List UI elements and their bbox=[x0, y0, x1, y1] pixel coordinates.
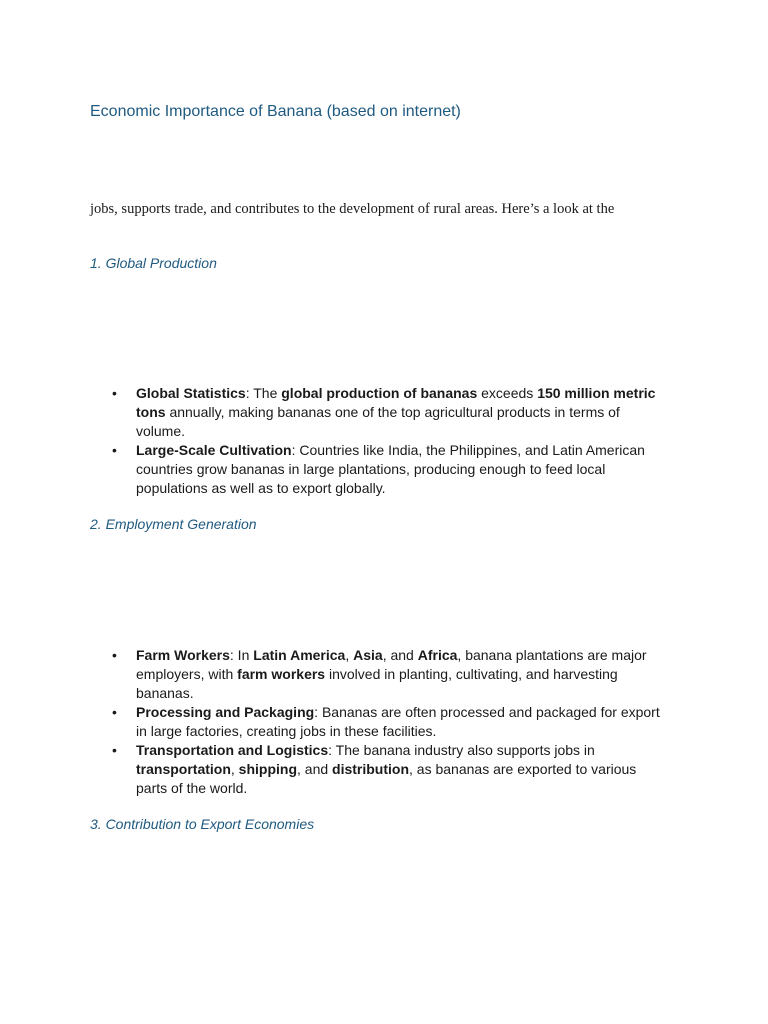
bullet-icon: • bbox=[112, 647, 117, 663]
bullet-icon: • bbox=[112, 742, 117, 758]
item-label: Farm Workers bbox=[136, 647, 230, 663]
global-production-list bbox=[108, 384, 668, 498]
employment-generation-list bbox=[108, 646, 668, 798]
list-item: • Farm Workers: In Latin America, Asia, and Africa, banana plantations are major employers, with farm workers involved in planting, cultivating, and harvesting bananas. bbox=[112, 647, 647, 701]
bullet-icon: • bbox=[112, 704, 117, 720]
item-label: Large-Scale Cultivation bbox=[136, 442, 292, 458]
bullet-icon: • bbox=[112, 442, 117, 458]
item-label: Transportation and Logistics bbox=[136, 742, 329, 758]
section-heading-employment-generation: 2. Employment Generation bbox=[90, 516, 257, 532]
section-heading-global-production: 1. Global Production bbox=[90, 255, 217, 271]
item-label: Processing and Packaging bbox=[136, 704, 315, 720]
section-heading-export-economies: 3. Contribution to Export Economies bbox=[90, 816, 315, 832]
intro-paragraph: jobs, supports trade, and contributes to the development of rural areas. Here’s a look at the bbox=[90, 201, 615, 217]
list-item: • Global Statistics: The global production of bananas exceeds 150 million metric tons annually, making bananas one of the top agricultural products in terms of volume. bbox=[112, 385, 656, 439]
list-item: • Large-Scale Cultivation: Countries like India, the Philippines, and Latin American countries grow bananas in large plantations, producing enough to feed local populations as well as to export globally. bbox=[112, 442, 645, 496]
list-item: • Transportation and Logistics: The banana industry also supports jobs in transportation, shipping, and distribution, as bananas are exported to various parts of the world. bbox=[112, 742, 637, 796]
item-label: Global Statistics bbox=[136, 385, 246, 401]
list-item: • Processing and Packaging: Bananas are often processed and packaged for export in large factories, creating jobs in these facilities. bbox=[112, 704, 660, 739]
document-title: Economic Importance of Banana (based on internet) bbox=[90, 103, 461, 120]
bullet-icon: • bbox=[112, 385, 117, 401]
